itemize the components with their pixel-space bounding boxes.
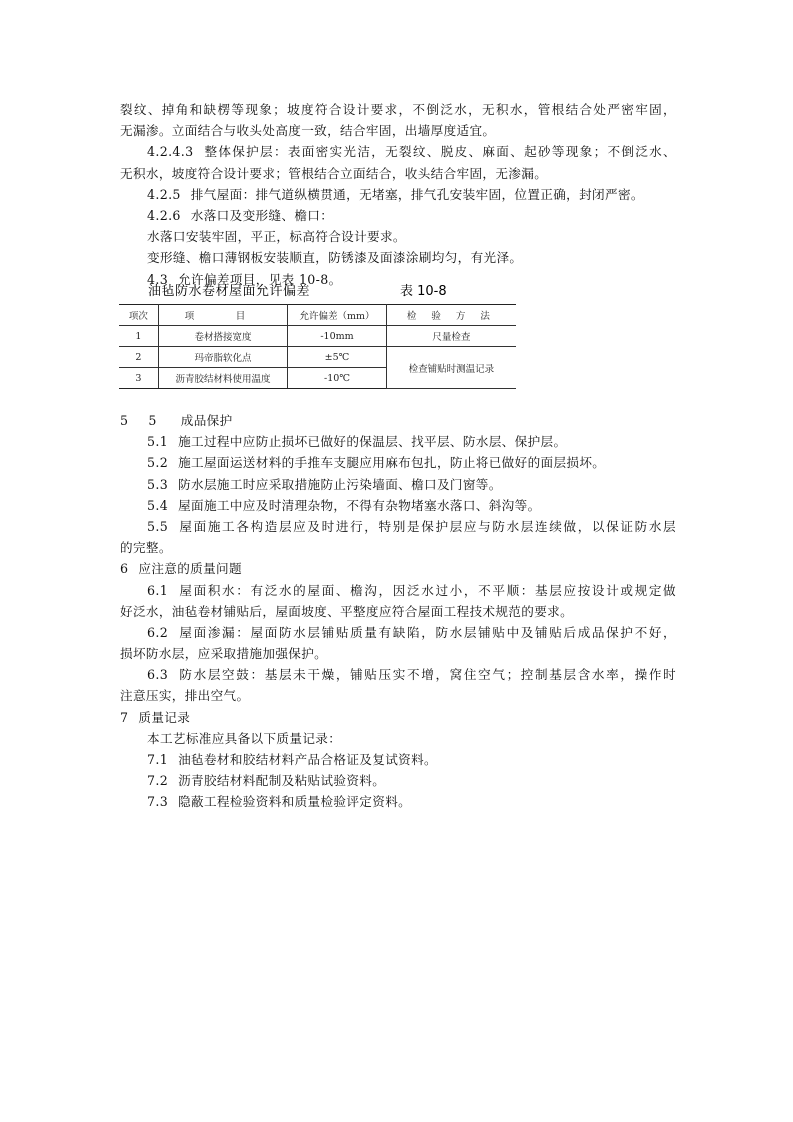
clause-text: 屋面渗漏：屋面防水层铺贴质量有缺陷，防水层铺贴中及铺贴后成品保护不好， [178, 624, 676, 640]
clause-text: 防水层施工时应采取措施防止污染墙面、檐口及门窗等。 [178, 476, 502, 492]
clause-text: 水落口及变形缝、檐口： [190, 207, 334, 223]
section-heading-5 [120, 410, 676, 431]
clause-5-2 [120, 452, 676, 473]
clause-number: 4.2.5 [147, 186, 181, 202]
clause-number: 7.3 [147, 794, 169, 810]
clause-7-2 [120, 770, 676, 791]
clause-text: 屋面施工中应及时清理杂物，不得有杂物堵塞水落口、斜沟等。 [178, 497, 541, 513]
header-cell-tolerance: 允许偏差（mm） [288, 305, 387, 326]
cell-tolerance: ±5℃ [288, 347, 387, 368]
cell-no: 1 [119, 326, 158, 347]
header-cell-no: 项次 [119, 305, 158, 326]
clause-7-3 [120, 791, 676, 812]
clause-number: 5.3 [147, 476, 169, 492]
paragraph-line: 变形缝、檐口薄钢板安装顺直，防锈漆及面漆涂刷均匀，有光泽。 [147, 250, 523, 266]
clause-6-1 [120, 580, 676, 601]
section-title: 成品保护 [180, 413, 233, 428]
section-number: 7 [120, 709, 129, 725]
clause-number: 4.2.6 [147, 207, 181, 223]
header-cell-item: 项 目 [158, 305, 287, 326]
paragraph-line: 好泛水，油毡卷材铺贴后，屋面坡度、平整度应符合屋面工程技术规范的要求。 [120, 603, 574, 619]
tolerance-table [119, 304, 516, 389]
clause-text: 防水层空鼓：基层未干燥，铺贴压实不增，窝住空气；控制基层含水率，操作时 [178, 667, 676, 683]
clause-6-3 [120, 664, 676, 685]
paragraph-line: 裂纹、掉角和缺楞等现象；坡度符合设计要求，不倒泛水，无积水，管根结合处严密牢固， [120, 102, 676, 117]
clause-text: 沥青胶结材料配制及粘贴试验资料。 [178, 773, 386, 789]
clause-number: 6.1 [147, 582, 169, 598]
cell-method: 尺量检查 [386, 326, 516, 347]
cell-item: 玛帝脂软化点 [158, 347, 287, 368]
paragraph-line: 水落口安装牢固，平正，标高符合设计要求。 [147, 229, 406, 245]
section-title: 应注意的质量问题 [138, 561, 242, 577]
clause-number: 7.2 [147, 773, 169, 789]
section-number: 5 [148, 413, 157, 428]
table-label: 表 10-8 [400, 284, 447, 299]
clause-5-1 [120, 431, 676, 452]
document-body-top [120, 99, 676, 290]
paragraph-line: 无积水，坡度符合设计要求；管根结合立面结合，收头结合牢固，无渗漏。 [120, 165, 548, 181]
clause-number: 5.5 [147, 518, 169, 534]
paragraph-line: 无漏渗。立面结合与收头处高度一致，结合牢固，出墙厚度适宜。 [120, 123, 496, 139]
clause-text: 施工过程中应防止损坏已做好的保温层、找平层、防水层、保护层。 [178, 434, 567, 450]
cell-item: 沥青胶结材料使用温度 [158, 368, 287, 389]
cell-tolerance: -10℃ [288, 368, 387, 389]
clause-text: 施工屋面运送材料的手推车支腿应用麻布包扎，防止将已做好的面层损坏。 [178, 455, 606, 471]
clause-4-2-6 [120, 205, 676, 226]
cell-no: 3 [119, 368, 158, 389]
clause-6-2 [120, 622, 676, 643]
paragraph-line: 注意压实，排出空气。 [120, 688, 250, 704]
clause-text: 隐蔽工程检验资料和质量检验评定资料。 [178, 794, 412, 810]
clause-number: 7.1 [147, 752, 169, 767]
clause-number: 6.2 [147, 624, 169, 640]
clause-text: 屋面积水：有泛水的屋面、檐沟，因泛水过小，不平顺：基层应按设计或规定做 [178, 582, 676, 598]
clause-text: 屋面施工各构造层应及时进行，特别是保护层应与防水层连续做，以保证防水层 [178, 518, 676, 534]
clause-text: 整体保护层：表面密实光洁，无裂纹、脱皮、麻面、起砂等现象；不倒泛水、 [203, 144, 676, 160]
clause-7-1 [120, 749, 676, 770]
clause-text: 排气屋面：排气道纵横贯通，无堵塞，排气孔安装牢固，位置正确，封闭严密。 [190, 186, 644, 202]
clause-number: 6.3 [147, 667, 169, 683]
clause-number: 5.2 [147, 455, 169, 471]
section-title: 质量记录 [138, 709, 191, 725]
section-number: 5 [120, 413, 129, 428]
clause-4-2-4-3 [120, 141, 676, 162]
clause-text: 允许偏差项目，见表 10-8。 [178, 271, 342, 287]
clause-number: 5.4 [147, 497, 169, 513]
paragraph-line: 的完整。 [120, 540, 172, 556]
table-header-row [119, 305, 516, 326]
clause-5-4 [120, 495, 676, 516]
cell-tolerance: -10mm [288, 326, 387, 347]
paragraph-line: 损坏防水层，应采取措施加强保护。 [120, 646, 328, 662]
section-number: 6 [120, 561, 129, 577]
table-title: 油毡防水卷材屋面允许偏差 [148, 284, 311, 299]
table-row [119, 326, 516, 347]
section-heading-6 [120, 558, 676, 579]
clause-4-2-5 [120, 184, 676, 205]
document-body-bottom [120, 410, 676, 813]
clause-5-5 [120, 516, 676, 537]
clause-number: 4.2.4.3 [147, 144, 194, 160]
cell-item: 卷材搭接宽度 [158, 326, 287, 347]
section-intro: 本工艺标准应具备以下质量记录： [147, 730, 342, 746]
section-heading-7 [120, 707, 676, 728]
clause-5-3 [120, 474, 676, 495]
clause-text: 油毡卷材和胶结材料产品合格证及复试资料。 [178, 752, 437, 767]
header-cell-method: 检 验 方 法 [386, 305, 516, 326]
cell-method-merged: 检查铺贴时测温记录 [386, 347, 516, 389]
cell-no: 2 [119, 347, 158, 368]
table-row [119, 347, 516, 368]
clause-number: 5.1 [147, 434, 169, 450]
clause-number: 4.3 [147, 271, 169, 287]
